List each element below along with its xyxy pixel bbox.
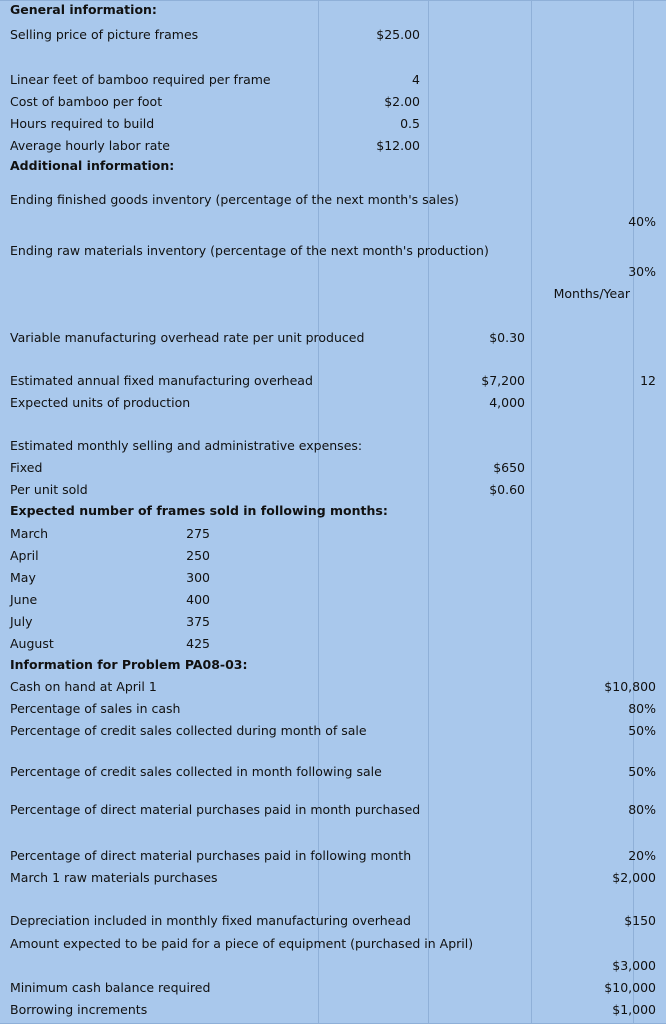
grid-line — [0, 0, 666, 1]
dm-paid-next-value[interactable]: 20% — [628, 848, 656, 863]
depreciation-value[interactable]: $150 — [624, 913, 656, 928]
labor-rate-label[interactable]: Average hourly labor rate — [10, 138, 170, 153]
selling-price-value[interactable]: $25.00 — [376, 27, 420, 42]
month-label[interactable]: July — [10, 614, 33, 629]
month-label[interactable]: March — [10, 526, 49, 541]
selling-price-label[interactable]: Selling price of picture frames — [10, 27, 199, 42]
sales-cash-value[interactable]: 80% — [628, 701, 656, 716]
equipment-label[interactable]: Amount expected to be paid for a piece of equipment (purchased in April) — [10, 936, 474, 951]
credit-next-value[interactable]: 50% — [628, 764, 656, 779]
rm-inventory-label[interactable]: Ending raw materials inventory (percentage of the next month's production) — [10, 243, 489, 258]
months-value[interactable]: 12 — [640, 373, 656, 388]
march-rm-label[interactable]: March 1 raw materials purchases — [10, 870, 218, 885]
month-label[interactable]: June — [10, 592, 38, 607]
sga-fixed-label[interactable]: Fixed — [10, 460, 43, 475]
var-overhead-value[interactable]: $0.30 — [489, 330, 525, 345]
month-label[interactable]: April — [10, 548, 39, 563]
bamboo-cost-value[interactable]: $2.00 — [384, 94, 420, 109]
bamboo-cost-label[interactable]: Cost of bamboo per foot — [10, 94, 163, 109]
months-year-label[interactable]: Months/Year — [553, 286, 630, 301]
equipment-value[interactable]: $3,000 — [612, 958, 656, 973]
borrowing-label[interactable]: Borrowing increments — [10, 1002, 148, 1017]
dm-paid-same-value[interactable]: 80% — [628, 802, 656, 817]
month-label[interactable]: May — [10, 570, 36, 585]
month-units[interactable]: 300 — [186, 570, 210, 585]
sales-cash-label[interactable]: Percentage of sales in cash — [10, 701, 181, 716]
expected-units-label[interactable]: Expected units of production — [10, 395, 191, 410]
credit-same-label[interactable]: Percentage of credit sales collected during month of sale — [10, 723, 367, 738]
general-heading[interactable]: General information: — [10, 2, 157, 17]
fixed-overhead-label[interactable]: Estimated annual fixed manufacturing overhead — [10, 373, 313, 388]
problem-heading[interactable]: Information for Problem PA08-03: — [10, 657, 248, 672]
dm-paid-same-label[interactable]: Percentage of direct material purchases paid in month purchased — [10, 802, 421, 817]
month-label[interactable]: August — [10, 636, 54, 651]
borrowing-value[interactable]: $1,000 — [612, 1002, 656, 1017]
sga-fixed-value[interactable]: $650 — [493, 460, 525, 475]
sga-per-unit-value[interactable]: $0.60 — [489, 482, 525, 497]
rm-inventory-value[interactable]: 30% — [628, 264, 656, 279]
bamboo-feet-label[interactable]: Linear feet of bamboo required per frame — [10, 72, 271, 87]
dm-paid-next-label[interactable]: Percentage of direct material purchases paid in following month — [10, 848, 412, 863]
credit-next-label[interactable]: Percentage of credit sales collected in month following sale — [10, 764, 382, 779]
grid-line — [531, 0, 532, 1024]
min-cash-value[interactable]: $10,000 — [604, 980, 656, 995]
cash-on-hand-value[interactable]: $10,800 — [604, 679, 656, 694]
cash-on-hand-label[interactable]: Cash on hand at April 1 — [10, 679, 157, 694]
fg-inventory-value[interactable]: 40% — [628, 214, 656, 229]
month-units[interactable]: 250 — [186, 548, 210, 563]
march-rm-value[interactable]: $2,000 — [612, 870, 656, 885]
credit-same-value[interactable]: 50% — [628, 723, 656, 738]
expected-units-value[interactable]: 4,000 — [489, 395, 525, 410]
month-units[interactable]: 375 — [186, 614, 210, 629]
frames-sold-heading[interactable]: Expected number of frames sold in following months: — [10, 503, 388, 518]
sga-per-unit-label[interactable]: Per unit sold — [10, 482, 88, 497]
sga-heading[interactable]: Estimated monthly selling and administrative expenses: — [10, 438, 363, 453]
hours-label[interactable]: Hours required to build — [10, 116, 155, 131]
fixed-overhead-value[interactable]: $7,200 — [481, 373, 525, 388]
bamboo-feet-value[interactable]: 4 — [412, 72, 420, 87]
month-units[interactable]: 275 — [186, 526, 210, 541]
additional-heading[interactable]: Additional information: — [10, 158, 175, 173]
labor-rate-value[interactable]: $12.00 — [376, 138, 420, 153]
fg-inventory-label[interactable]: Ending finished goods inventory (percentage of the next month's sales) — [10, 192, 459, 207]
month-units[interactable]: 425 — [186, 636, 210, 651]
grid-line — [428, 0, 429, 1024]
var-overhead-label[interactable]: Variable manufacturing overhead rate per unit produced — [10, 330, 365, 345]
depreciation-label[interactable]: Depreciation included in monthly fixed manufacturing overhead — [10, 913, 411, 928]
hours-value[interactable]: 0.5 — [400, 116, 420, 131]
min-cash-label[interactable]: Minimum cash balance required — [10, 980, 211, 995]
month-units[interactable]: 400 — [186, 592, 210, 607]
